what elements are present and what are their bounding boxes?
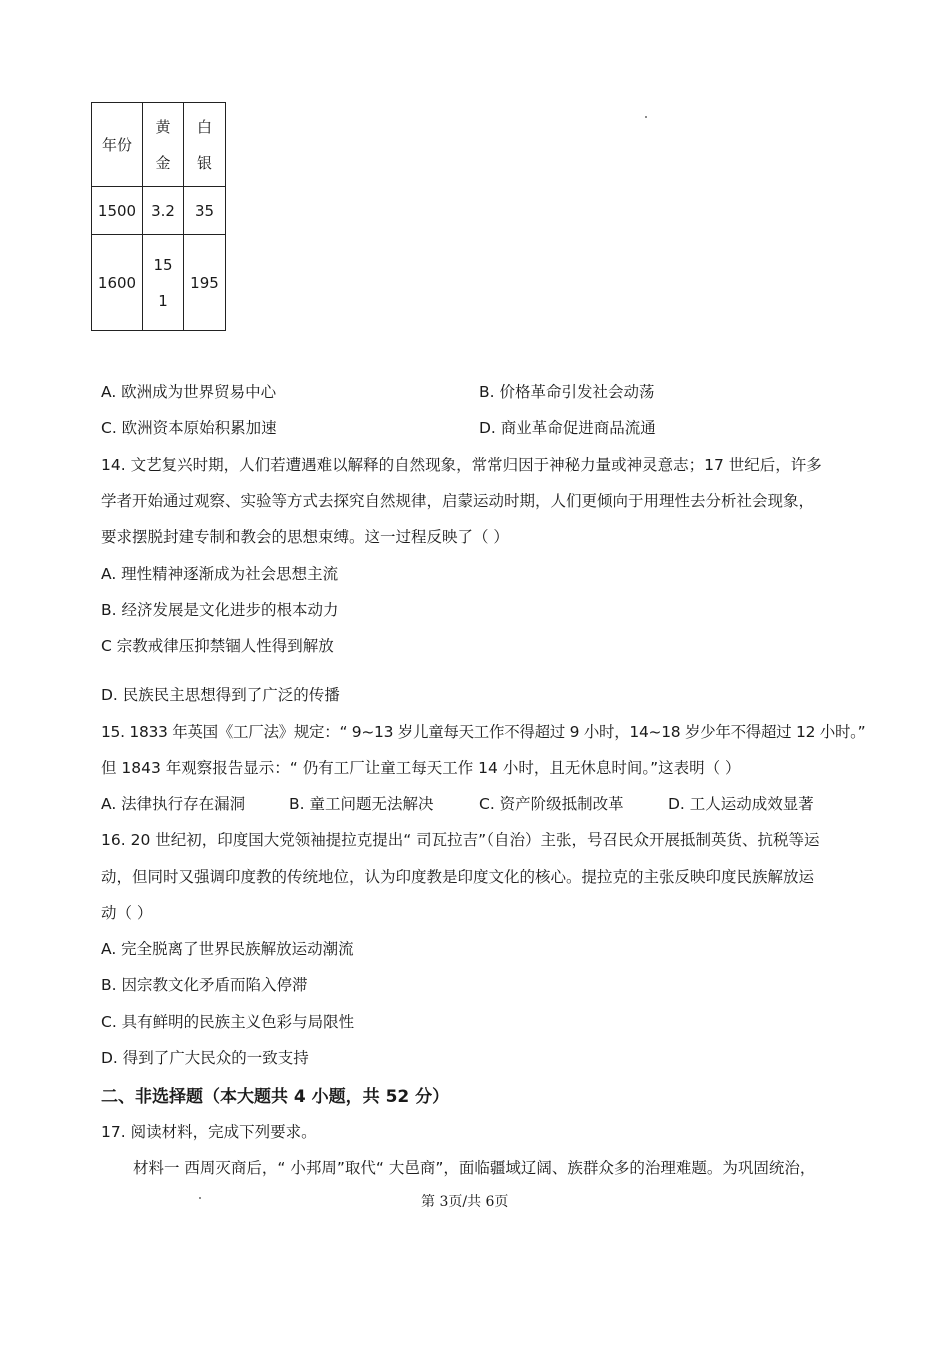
q14-stem-line2: 学者开始通过观察、实验等方式去探究自然规律，启蒙运动时期，人们更倾向于用理性去分析社会现象，	[101, 492, 815, 510]
scan-dot	[645, 116, 647, 118]
q14-stem-line3: 要求摆脱封建专制和教会的思想束缚。这一过程反映了（ ）	[101, 528, 509, 546]
cell-year: 1600	[92, 235, 143, 331]
q16-stem-line1: 16. 20 世纪初，印度国大党领袖提拉克提出“ 司瓦拉吉”（自治）主张，号召民众开展抵制英货、抗税等运	[101, 831, 820, 849]
page-number: 第 3页/共 6页	[421, 1194, 509, 1210]
q13-option-a: A. 欧洲成为世界贸易中心	[101, 383, 277, 401]
cell-gold: 15 1	[143, 235, 184, 331]
q15-option-b: B. 童工问题无法解决	[289, 795, 434, 813]
q14-option-c: C 宗教戒律压抑禁锢人性得到解放	[101, 637, 334, 655]
q16-option-d: D. 得到了广大民众的一致支持	[101, 1049, 309, 1067]
q17-material-1: 材料一 西周灭商后，“ 小邦周”取代“ 大邑商”，面临疆域辽阔、族群众多的治理难题。为巩固统治，	[133, 1159, 816, 1177]
scan-dot	[199, 1197, 201, 1199]
cell-gold: 3.2	[143, 187, 184, 235]
gold-silver-table	[91, 102, 226, 331]
q13-option-d: D. 商业革命促进商品流通	[479, 419, 656, 437]
table-row	[92, 187, 226, 235]
q15-option-a: A. 法律执行存在漏洞	[101, 795, 246, 813]
header-silver: 白 银	[184, 103, 226, 187]
q14-option-b: B. 经济发展是文化进步的根本动力	[101, 601, 339, 619]
table-row	[92, 235, 226, 331]
q14-option-d: D. 民族民主思想得到了广泛的传播	[101, 686, 340, 704]
q16-option-c: C. 具有鲜明的民族主义色彩与局限性	[101, 1013, 355, 1031]
cell-silver: 35	[184, 187, 226, 235]
header-gold: 黄 金	[143, 103, 184, 187]
q15-option-c: C. 资产阶级抵制改革	[479, 795, 624, 813]
q15-stem-line1: 15. 1833 年英国《工厂法》规定：“ 9~13 岁儿童每天工作不得超过 9 小时，14~18 岁少年不得超过 12 小时。”	[101, 723, 866, 741]
header-year: 年份	[92, 103, 143, 187]
q16-option-a: A. 完全脱离了世界民族解放运动潮流	[101, 940, 354, 958]
q14-stem-line1: 14. 文艺复兴时期，人们若遭遇难以解释的自然现象，常常归因于神秘力量或神灵意志；17 世纪后，许多	[101, 456, 822, 474]
table-header-row	[92, 103, 226, 187]
q15-stem-line2: 但 1843 年观察报告显示：“ 仍有工厂让童工每天工作 14 小时，且无休息时间。”这表明（ ）	[101, 759, 741, 777]
q16-stem-line3: 动（ ）	[101, 904, 153, 922]
q15-option-d: D. 工人运动成效显著	[668, 795, 814, 813]
q16-option-b: B. 因宗教文化矛盾而陷入停滞	[101, 976, 308, 994]
q17-intro: 17. 阅读材料，完成下列要求。	[101, 1123, 317, 1141]
section-title: 二、非选择题（本大题共 4 小题，共 52 分）	[101, 1087, 450, 1107]
q14-option-a: A. 理性精神逐渐成为社会思想主流	[101, 565, 339, 583]
q16-stem-line2: 动，但同时又强调印度教的传统地位，认为印度教是印度文化的核心。提拉克的主张反映印度民族解放运	[101, 868, 815, 886]
cell-year: 1500	[92, 187, 143, 235]
q13-option-b: B. 价格革命引发社会动荡	[479, 383, 655, 401]
cell-silver: 195	[184, 235, 226, 331]
q13-option-c: C. 欧洲资本原始积累加速	[101, 419, 277, 437]
